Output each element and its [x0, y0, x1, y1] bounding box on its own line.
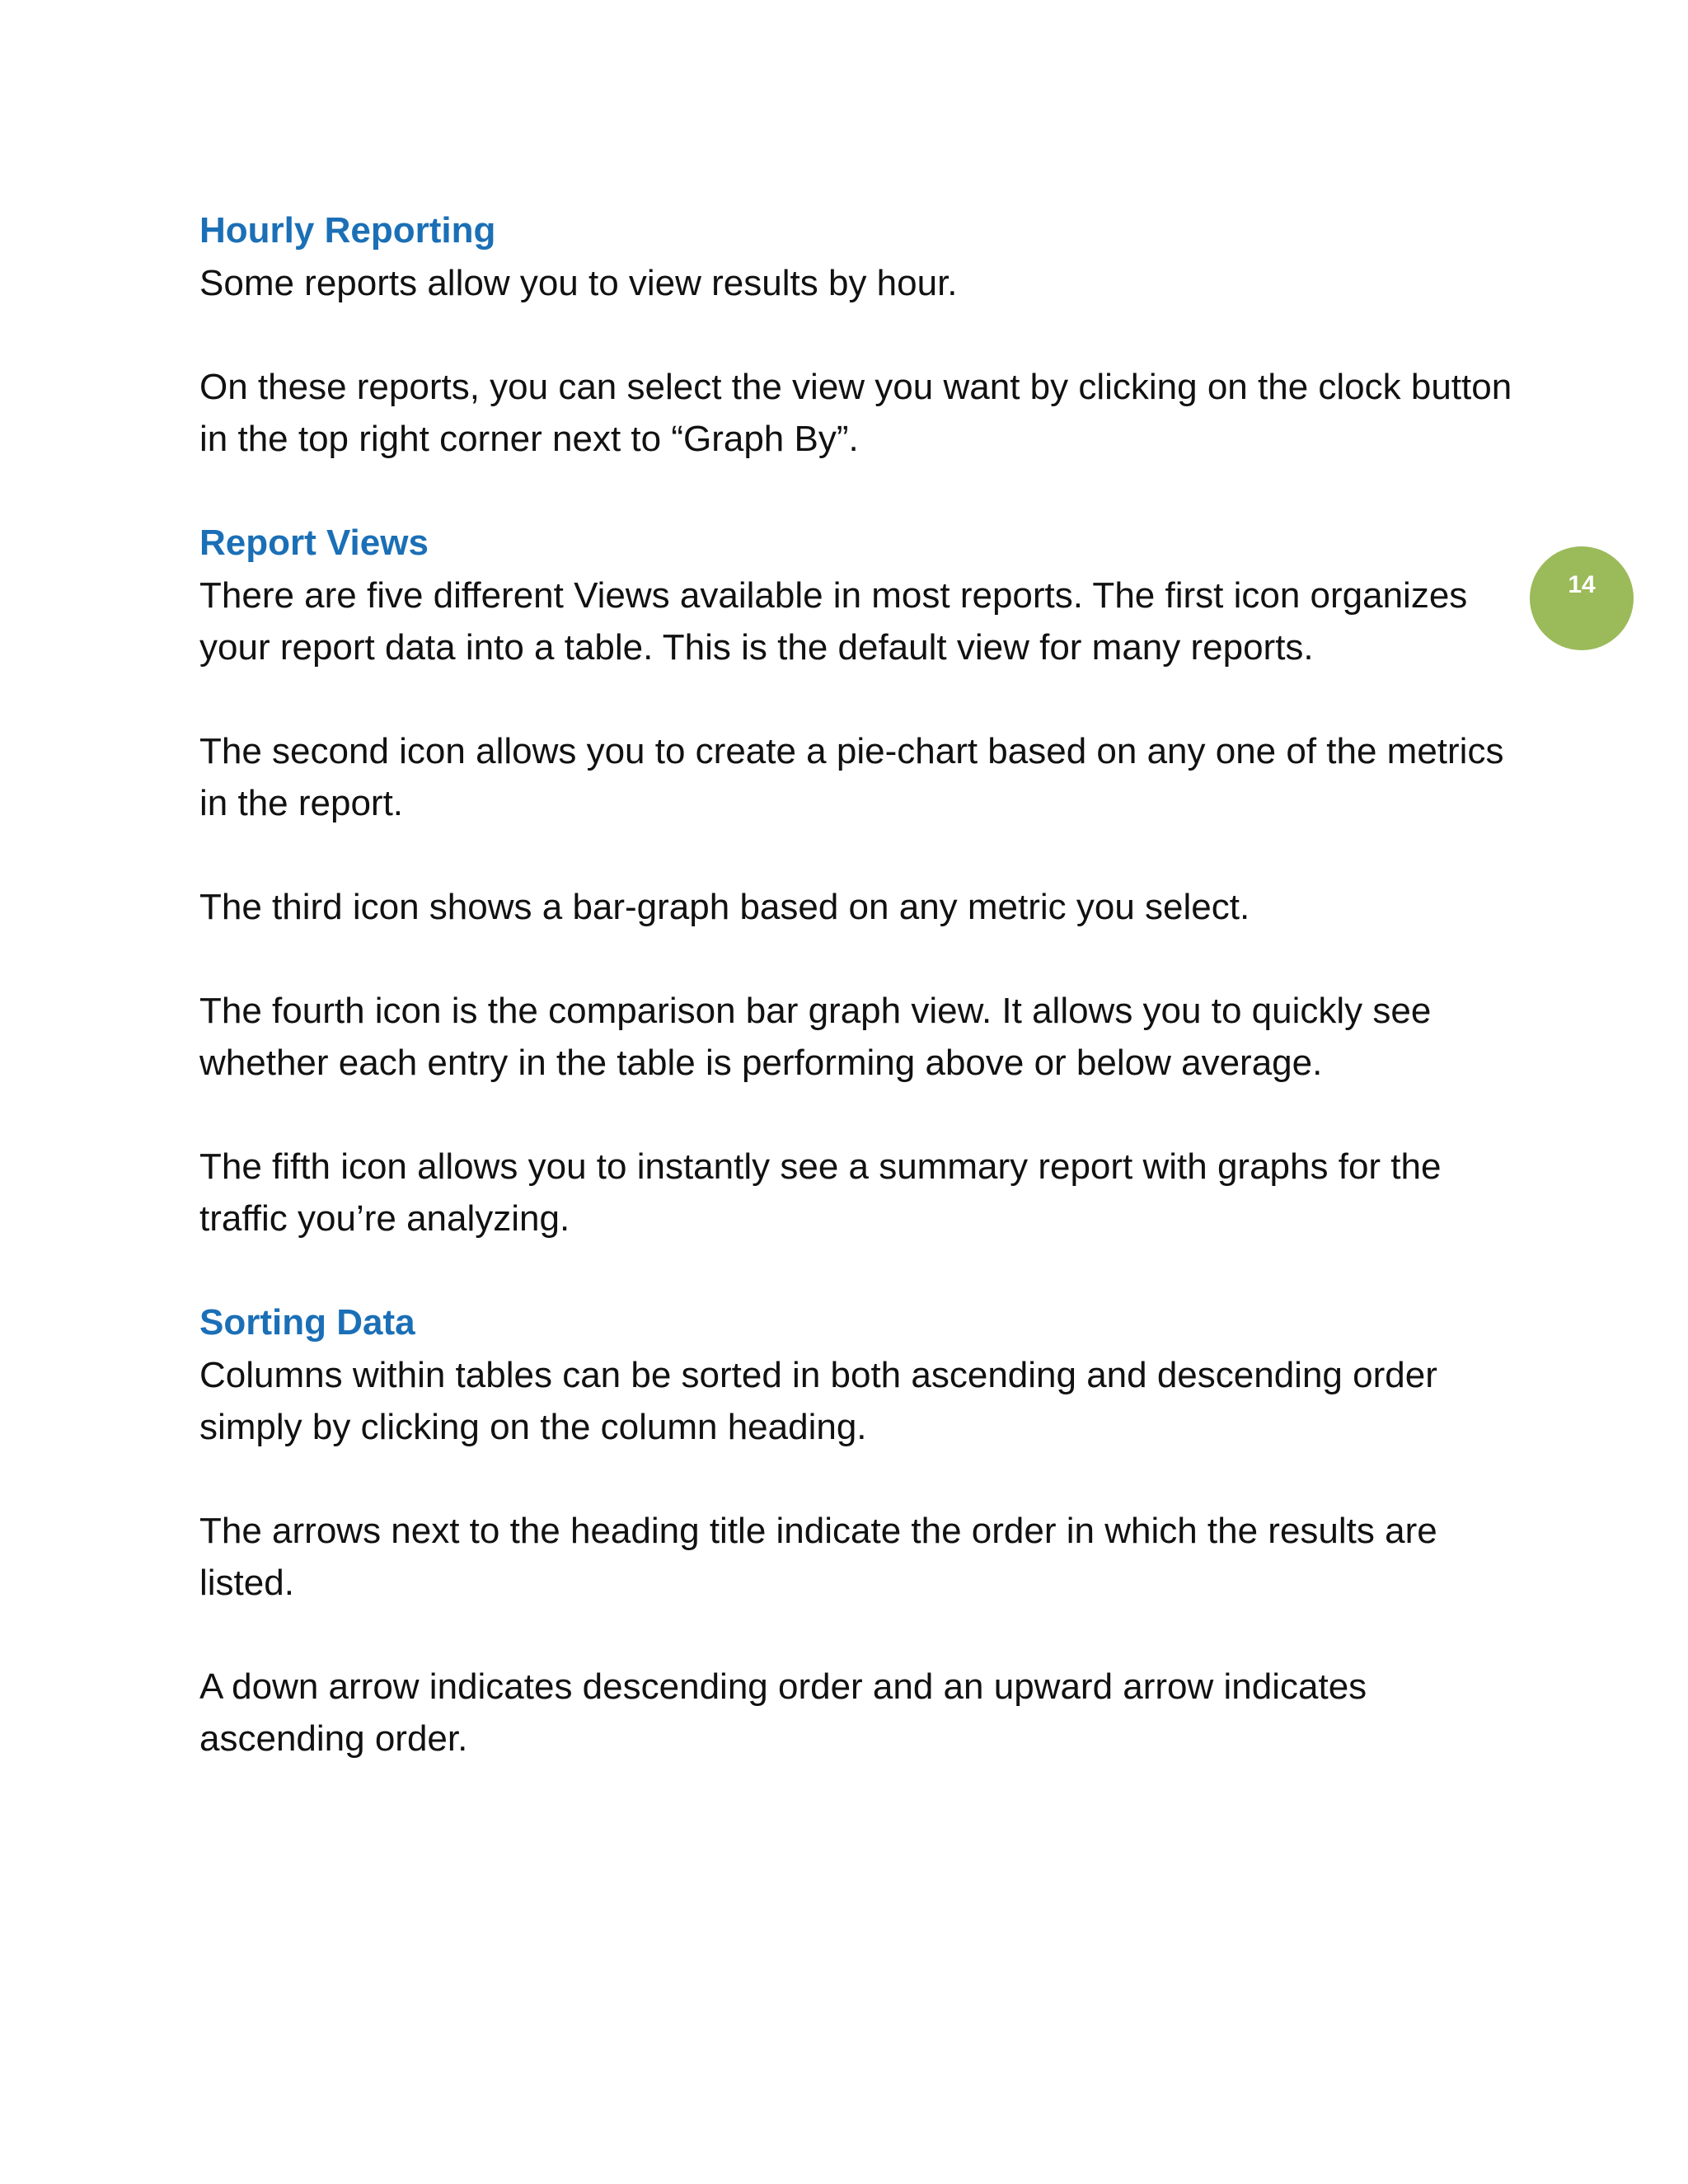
paragraph: A down arrow indicates descending order and an upward arrow indicates ascending order. [199, 1666, 1367, 1759]
paragraph: The second icon allows you to create a pie-chart based on any one of the metrics in the report. [199, 731, 1504, 823]
paragraph: The arrows next to the heading title indicate the order in which the results are listed. [199, 1511, 1437, 1603]
section-report-views [199, 517, 1518, 1244]
section-hourly-reporting [199, 204, 1518, 465]
section-sorting-data [199, 1296, 1518, 1765]
paragraph: The third icon shows a bar-graph based on any metric you select. [199, 887, 1250, 927]
page-number-badge [1530, 546, 1634, 650]
section-title: Hourly Reporting [199, 210, 496, 251]
paragraph: Some reports allow you to view results by hour. [199, 263, 958, 303]
paragraph: Columns within tables can be sorted in both ascending and descending order simply by clicking on the column heading. [199, 1355, 1437, 1447]
page-number: 14 [1568, 571, 1596, 598]
section-title: Report Views [199, 523, 429, 563]
paragraph: There are five different Views available in most reports. The first icon organizes your report data into a table. This is the default view for many reports. [199, 575, 1468, 668]
document-body [199, 204, 1518, 1816]
paragraph: On these reports, you can select the view you want by clicking on the clock button in the top right corner next to “Graph By”. [199, 367, 1512, 459]
paragraph: The fifth icon allows you to instantly see a summary report with graphs for the traffic you’re analyzing. [199, 1146, 1442, 1239]
section-title: Sorting Data [199, 1302, 415, 1343]
paragraph: The fourth icon is the comparison bar graph view. It allows you to quickly see whether each entry in the table is performing above or below average. [199, 991, 1432, 1083]
